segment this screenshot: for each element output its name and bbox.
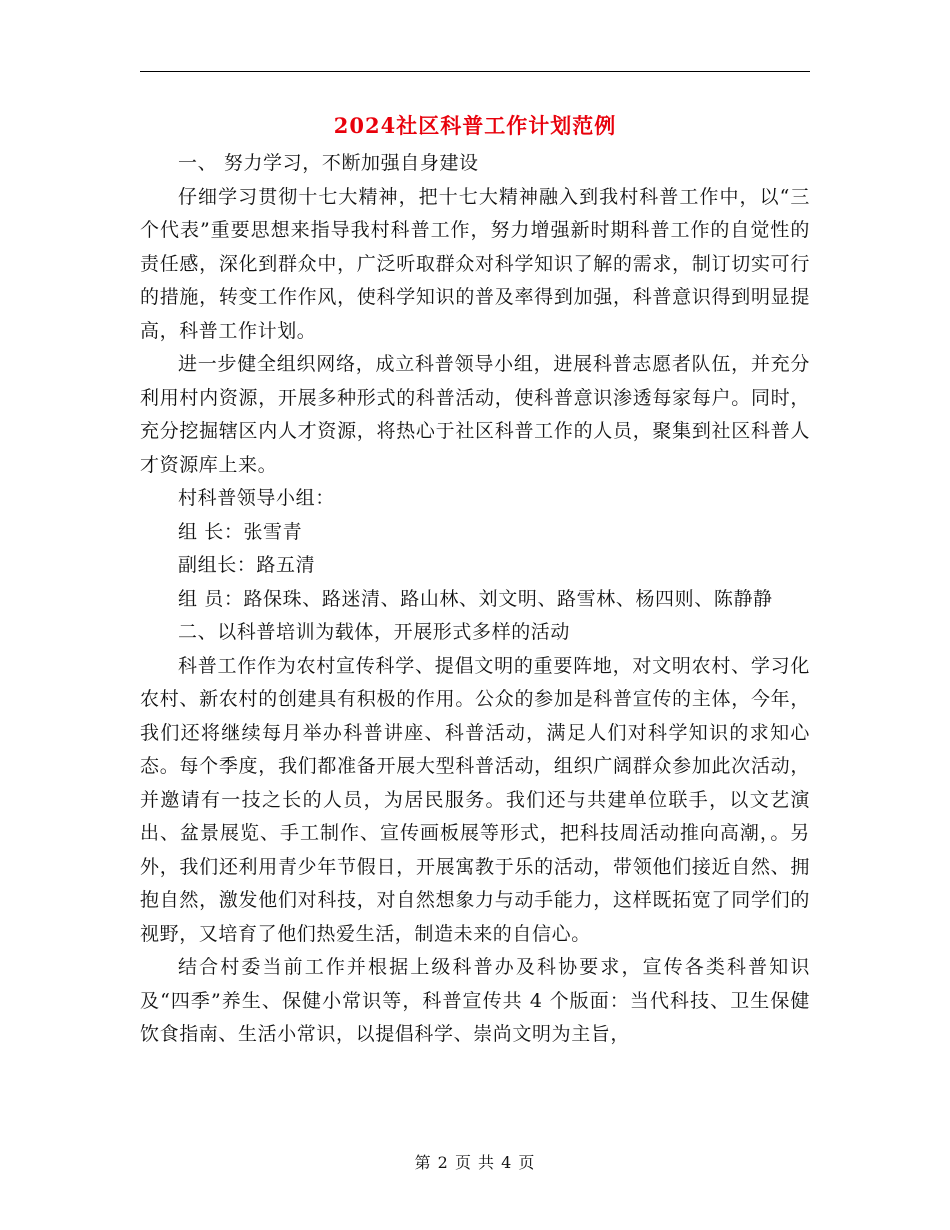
group-leader: 组 长：张雪青 xyxy=(178,520,303,543)
paragraph-activities: 科普工作作为农村宣传科学、提倡文明的重要阵地，对文明农村、学习化农村、新农村的创建具有积极的作用。公众的参加是科普宣传的主体，今年，我们还将继续每月举办科普讲座、科普活动，满足人们对科学知识的求知心态。每个季度，我们都准备开展大型科普活动，组织广阔群众参加此次活动，并邀请有一技之长的人员，为居民服务。我们还与共建单位联手，以文艺演出、盆景展览、手工制作、宣传画板展等形式，把科技周活动推向高潮，。另外，我们还利用青少年节假日，开展寓教于乐的活动，带领他们接近自然、拥抱自然，激发他们对科技，对自然想象力与动手能力，这样既拓宽了同学们的视野，又培育了他们热爱生活，制造未来的自信心。 xyxy=(140,654,810,945)
page-title: 2024社区科普工作计划范例 xyxy=(333,113,617,138)
section-heading-1: 一、 努力学习，不断加强自身建设 xyxy=(178,152,479,174)
paragraph-study: 仔细学习贯彻十七大精神，把十七大精神融入到我村科普工作中，以“三个代表”重要思想来指导我村科普工作，努力增强新时期科普工作的自觉性的责任感，深化到群众中，广泛听取群众对科学知识了解的需求，制订切实可行的措施，转变工作作风，使科学知识的普及率得到加强，科普意识得到明显提高，科普工作计划。 xyxy=(140,185,810,342)
section-heading-2: 二、以科普培训为载体，开展形式多样的活动 xyxy=(178,621,571,643)
paragraph-organization: 进一步健全组织网络，成立科普领导小组，进展科普志愿者队伍，并充分利用村内资源，开展多种形式的科普活动，使科普意识渗透每家每户。同时，充分挖掘辖区内人才资源，将热心于社区科普工作的人员，聚集到社区科普人才资源库上来。 xyxy=(140,353,810,476)
page-footer: 第 2 页 共 4 页 xyxy=(414,1153,536,1172)
document-body xyxy=(140,147,810,1052)
group-title: 村科普领导小组： xyxy=(178,487,335,509)
group-deputy-leader: 副组长：路五清 xyxy=(178,554,316,576)
group-members: 组 员：路保珠、路迷清、路山林、刘文明、路雪林、杨四则、陈静静 xyxy=(178,587,773,610)
header-rule xyxy=(140,71,810,72)
paragraph-publicity: 结合村委当前工作并根据上级科普办及科协要求，宣传各类科普知识及“四季”养生、保健小常识等，科普宣传共 4 个版面：当代科技、卫生保健饮食指南、生活小常识，以提倡科学、崇尚文明为主旨， xyxy=(140,956,810,1045)
